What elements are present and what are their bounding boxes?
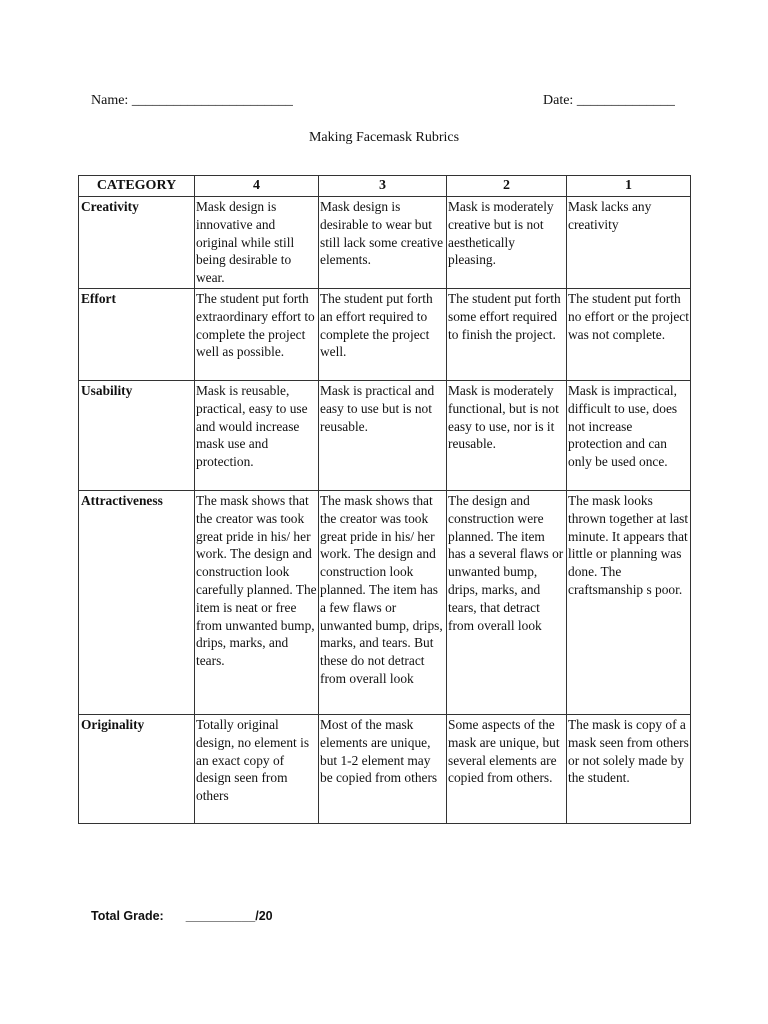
usability-score-1: Mask is impractical, difficult to use, does not increase protection and can only be used once. xyxy=(567,381,691,491)
effort-score-2: The student put forth some effort required to finish the project. xyxy=(447,289,567,381)
date-field: Date: ______________ xyxy=(543,93,675,108)
originality-score-2: Some aspects of the mask are unique, but several elements are copied from others. xyxy=(447,715,567,824)
effort-score-1: The student put forth no effort or the project was not complete. xyxy=(567,289,691,381)
total-grade-blank: __________/20 xyxy=(185,909,273,923)
name-field: Name: _______________________ xyxy=(91,93,293,108)
originality-score-3: Most of the mask elements are unique, but 1-2 element may be copied from others xyxy=(319,715,447,824)
table-row xyxy=(79,289,691,381)
usability-score-4: Mask is reusable, practical, easy to use and would increase mask use and protection. xyxy=(195,381,319,491)
category-attractiveness: Attractiveness xyxy=(79,491,195,715)
category-usability: Usability xyxy=(79,381,195,491)
table-row xyxy=(79,715,691,824)
total-grade-label: Total Grade: xyxy=(91,909,164,923)
usability-score-3: Mask is practical and easy to use but is not reusable. xyxy=(319,381,447,491)
table-row xyxy=(79,197,691,289)
category-originality: Originality xyxy=(79,715,195,824)
table-header-row xyxy=(79,176,691,197)
header-score-1: 1 xyxy=(567,176,691,197)
originality-score-1: The mask is copy of a mask seen from others or not solely made by the student. xyxy=(567,715,691,824)
effort-score-4: The student put forth extraordinary effort to complete the project well as possible. xyxy=(195,289,319,381)
creativity-score-2: Mask is moderately creative but is not aesthetically pleasing. xyxy=(447,197,567,289)
document-title-text: Making Facemask Rubrics xyxy=(308,130,460,145)
table-row xyxy=(79,381,691,491)
header-category: CATEGORY xyxy=(79,176,195,197)
attractiveness-score-4: The mask shows that the creator was took great pride in his/ her work. The design and construction look carefully planned. The item is neat or free from unwanted bump, drips, marks, and tears. xyxy=(195,491,319,715)
category-creativity: Creativity xyxy=(79,197,195,289)
attractiveness-score-3: The mask shows that the creator was took great pride in his/ her work. The design and construction look planned. The item has a few flaws or unwanted bump, drips, marks, and tears. But these do not detract from overall look xyxy=(319,491,447,715)
originality-score-4: Totally original design, no element is an exact copy of design seen from others xyxy=(195,715,319,824)
usability-score-2: Mask is moderately functional, but is not easy to use, nor is it reusable. xyxy=(447,381,567,491)
header-score-3: 3 xyxy=(319,176,447,197)
category-effort: Effort xyxy=(79,289,195,381)
header-score-4: 4 xyxy=(195,176,319,197)
attractiveness-score-1: The mask looks thrown together at last minute. It appears that little or planning was done. The craftsmanship s poor. xyxy=(567,491,691,715)
creativity-score-1: Mask lacks any creativity xyxy=(567,197,691,289)
creativity-score-4: Mask design is innovative and original while still being desirable to wear. xyxy=(195,197,319,289)
header-score-2: 2 xyxy=(447,176,567,197)
total-grade xyxy=(91,909,273,923)
effort-score-3: The student put forth an effort required to complete the project well. xyxy=(319,289,447,381)
rubric-table xyxy=(78,175,691,824)
creativity-score-3: Mask design is desirable to wear but still lack some creative elements. xyxy=(319,197,447,289)
document-title xyxy=(0,130,768,146)
attractiveness-score-2: The design and construction were planned. The item has a several flaws or unwanted bump, drips, marks, and tears, that detract from overall look xyxy=(447,491,567,715)
table-row xyxy=(79,491,691,715)
